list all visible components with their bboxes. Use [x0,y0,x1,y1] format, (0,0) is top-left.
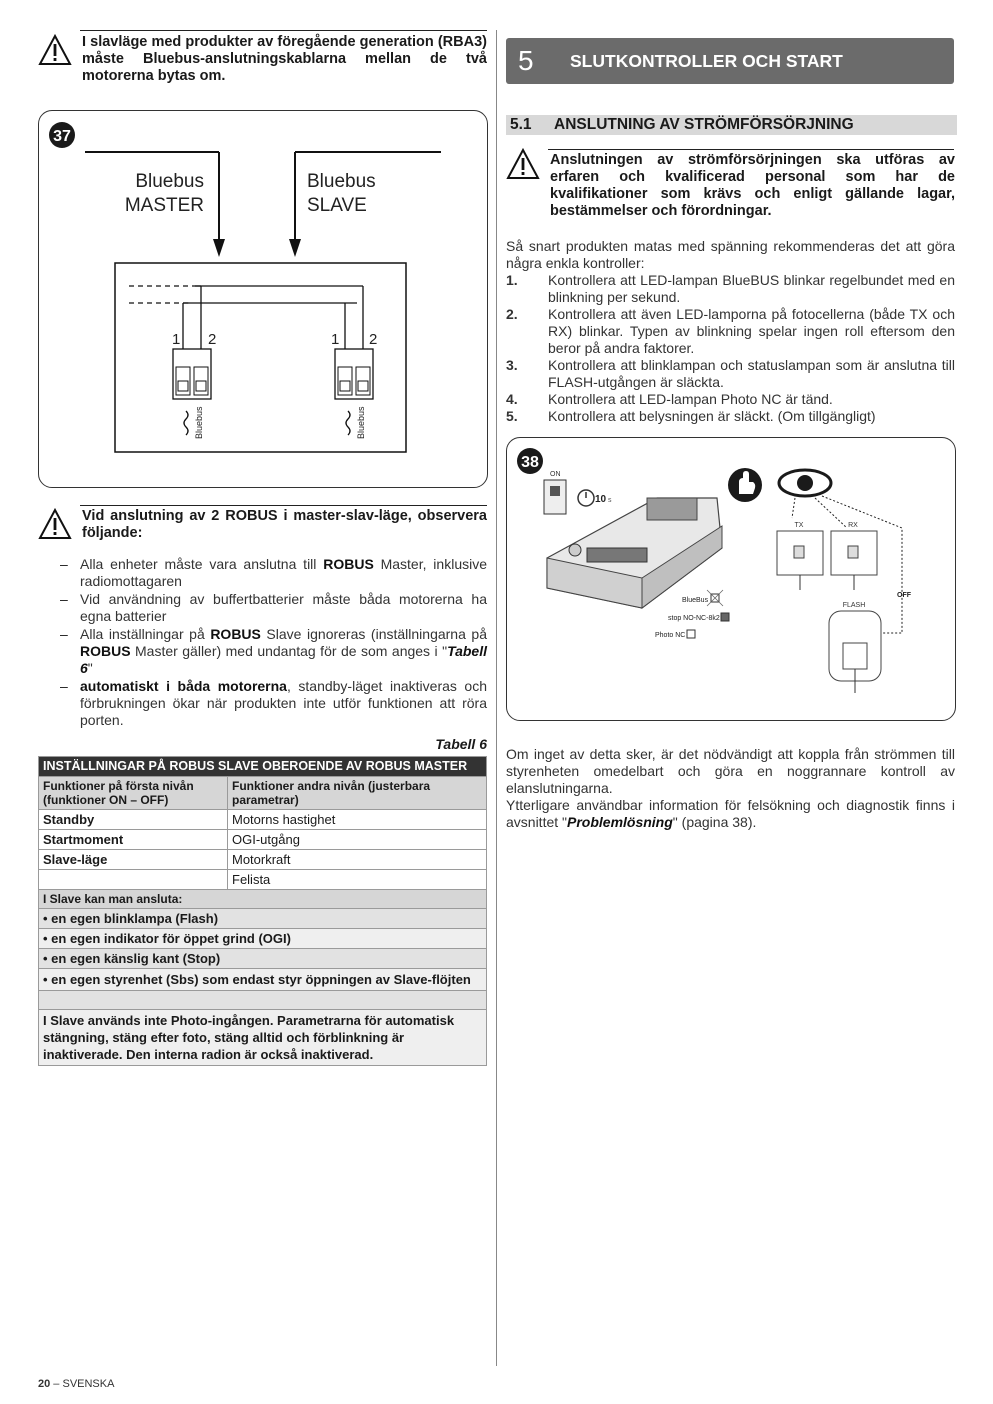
chapter-header [506,38,954,84]
master-label-2: MASTER [124,195,204,216]
list-item: – automatiskt i båda motorerna, standby-läget inaktiveras och förbrukningen ökar när produkten inte utför funktionen att röra porten. [60,678,487,728]
table-row: Startmoment OGI-utgång [39,830,487,850]
warning-text: Anslutningen av strömförsörjningen ska utföras av erfaren och kvalificerad personal som har de kvalifikationer som krävs och enligt gällande lagar, bestämmelser och förordningar. [550,152,955,219]
outro-text: Om inget av detta sker, är det nödvändigt att koppla från strömmen till styrenheten omedelbart och göra en noggrannare kontroll av elanslutningarna. [506,746,955,796]
problem-link[interactable]: Problemlösning [567,814,673,830]
warning-rba3 [38,34,487,85]
figure-number: 37 [53,128,71,145]
warning-power [506,148,955,220]
warning-icon [506,148,540,180]
figure-37 [38,110,488,488]
list-item: – Alla enheter måste vara anslutna till ROBUS Master, inklusive radiomottagaren [60,556,487,589]
table-title: INSTÄLLNINGAR PÅ ROBUS SLAVE OBEROENDE AV ROBUS MASTER [39,757,487,777]
stop-led-label: stop NO-NC-8k2 [668,615,720,622]
list-item: 2. Kontrollera att även LED-lamporna på fotocellerna (både TX och RX) blinkar. Typen av blinkning spelar ingen roll eftersom den beror på andra faktorer. [506,306,955,356]
bluebus-side-label-left: Bluebus [194,406,204,439]
list-item: 3. Kontrollera att blinklampan och statuslampan som är anslutna till FLASH-utgången är släckta. [506,357,955,390]
master-slave-notes [60,556,487,730]
photo-led [687,630,695,638]
figure-number: 38 [521,454,539,471]
warning-master-slave [38,508,487,542]
power-check-illustration [507,438,955,720]
rx-label: RX [848,522,858,529]
page-number: 20 [38,1378,51,1390]
connect-item: • en egen känslig kant (Stop) [39,949,487,969]
terminal-1-right: 1 [331,331,340,348]
connect-item: • en egen blinklampa (Flash) [39,909,487,929]
slave-label-1: Bluebus [307,171,376,192]
table-row: Felista [39,870,487,890]
terminal-block-master [173,349,211,399]
slave-label-2: SLAVE [307,195,367,216]
connect-title: I Slave kan man ansluta: [39,890,487,909]
warning-icon [38,34,72,66]
top-rule [80,30,487,31]
table-header-col2: Funktioner andra nivån (justerbara parametrar) [228,777,487,810]
bluebus-diagram [39,111,487,487]
intro-text: Så snart produkten matas med spänning rekommenderas det att göra några enkla kontroller: [506,238,955,271]
language-label: – SVENSKA [50,1378,115,1390]
connect-item: • en egen styrenhet (Sbs) som endast styr öppningen av Slave-flöjten [39,969,487,991]
seconds-unit: s [608,497,612,504]
master-label-1: Bluebus [135,171,204,192]
flash-label: FLASH [842,602,866,609]
terminal-2-right: 2 [369,331,378,348]
bluebus-side-label-right: Bluebus [356,406,366,439]
list-item: 1. Kontrollera att LED-lampan BlueBUS blinkar regelbundet med en blinkning per sekund. [506,272,955,305]
bluebus-led-label: BlueBus [682,597,709,604]
on-label: ON [550,471,561,478]
column-divider [496,30,497,1366]
section-header [506,115,957,135]
outro-reference: Ytterligare användbar information för felsökning och diagnostik finns i avsnittet "Problemlösning" (pagina 38). [506,797,955,830]
off-label: OFF [897,592,911,599]
list-item: 5. Kontrollera att belysningen är släckt. (Om tillgängligt) [506,408,876,424]
table-row: Standby Motorns hastighet [39,810,487,830]
list-item: 4. Kontrollera att LED-lampan Photo NC är tänd. [506,391,833,407]
tx-label: TX [794,522,804,529]
list-item: – Alla inställningar på ROBUS Slave ignoreras (inställningarna på ROBUS Master gäller) med undantag för de som anges i "Tabell 6" [60,626,488,676]
warning-text: Vid anslutning av 2 ROBUS i master-slav-läge, observera följande: [82,508,487,541]
empty-row [39,991,487,1010]
terminal-1-left: 1 [172,331,181,348]
section-number: 5.1 [510,116,532,133]
figure-38 [506,437,956,721]
list-item: – Vid användning av buffertbatterier måste båda motorerna ha egna batterier [60,591,487,624]
chapter-title: SLUTKONTROLLER OCH START [570,50,843,71]
terminal-block-slave [335,349,373,399]
page-footer [38,1378,114,1390]
table-caption: Tabell 6 [435,736,487,752]
photo-led-label: Photo NC [655,632,686,639]
check-list [506,272,955,425]
stop-led [721,613,729,621]
warning-icon [38,508,72,540]
table-header-col1: Funktioner på första nivån (funktioner ON – OFF) [39,777,228,810]
terminal-2-left: 2 [208,331,217,348]
connect-item: • en egen indikator för öppet grind (OGI) [39,929,487,949]
warning-text: I slavläge med produkter av föregående generation (RBA3) måste Bluebus-anslutningskablarna mellan de två motorerna bytas om. [82,34,487,84]
table-note: I Slave används inte Photo-ingången. Parametrarna för automatisk stängning, stäng efter foto, stäng alltid och förblinkning är inaktiverade. Den interna radion är också inaktiverad. [39,1010,487,1066]
section-title: ANSLUTNING AV STRÖMFÖRSÖRJNING [554,116,854,133]
chapter-number: 5 [518,45,534,76]
table-row: Slave-läge Motorkraft [39,850,487,870]
seconds-value: 10 [595,494,607,505]
rule-warning2 [80,505,487,506]
table-6 [38,756,487,1066]
